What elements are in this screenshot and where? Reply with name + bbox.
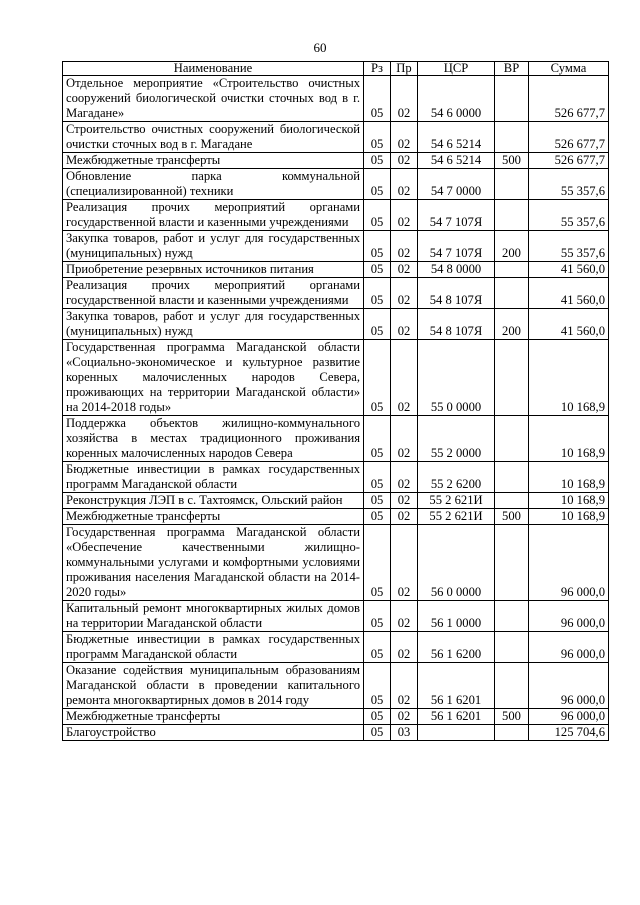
row-rz-cell: 05 [364,725,391,741]
row-sum-cell: 10 168,9 [529,416,609,462]
row-vr-cell [495,262,529,278]
row-vr-cell [495,462,529,493]
table-header-row [63,62,609,76]
row-sum-cell: 41 560,0 [529,262,609,278]
table-row [63,76,609,122]
row-sum-cell: 55 357,6 [529,169,609,200]
table-row [63,200,609,231]
row-sum-cell: 41 560,0 [529,309,609,340]
row-vr-cell: 200 [495,309,529,340]
row-sum-cell: 96 000,0 [529,663,609,709]
row-pr-cell: 02 [391,231,418,262]
row-rz-cell: 05 [364,462,391,493]
row-name-cell: Поддержка объектов жилищно-коммунального хозяйства в местах традиционного проживания коренных малочисленных народов Севера [63,416,364,462]
table-row [63,122,609,153]
row-rz-cell: 05 [364,122,391,153]
row-csr-cell: 54 6 0000 [418,76,495,122]
row-vr-cell [495,493,529,509]
row-csr-cell: 55 0 0000 [418,340,495,416]
header-name: Наименование [63,62,364,76]
row-csr-cell: 54 7 107Я [418,231,495,262]
row-sum-cell: 96 000,0 [529,709,609,725]
row-vr-cell: 500 [495,709,529,725]
row-vr-cell [495,169,529,200]
row-csr-cell: 54 7 0000 [418,169,495,200]
row-rz-cell: 05 [364,493,391,509]
row-pr-cell: 02 [391,169,418,200]
row-csr-cell: 56 1 6200 [418,632,495,663]
row-rz-cell: 05 [364,525,391,601]
table-row [63,231,609,262]
row-csr-cell: 56 1 6201 [418,709,495,725]
row-vr-cell [495,525,529,601]
row-name-cell: Межбюджетные трансферты [63,709,364,725]
row-csr-cell: 55 2 6200 [418,462,495,493]
row-pr-cell: 02 [391,278,418,309]
row-name-cell: Благоустройство [63,725,364,741]
row-sum-cell: 526 677,7 [529,76,609,122]
row-sum-cell: 55 357,6 [529,231,609,262]
row-pr-cell: 02 [391,262,418,278]
row-rz-cell: 05 [364,709,391,725]
row-pr-cell: 03 [391,725,418,741]
row-pr-cell: 02 [391,509,418,525]
row-name-cell: Бюджетные инвестиции в рамках государственных программ Магаданской области [63,462,364,493]
row-sum-cell: 10 168,9 [529,509,609,525]
table-row [63,493,609,509]
row-csr-cell: 56 1 6201 [418,663,495,709]
row-pr-cell: 02 [391,525,418,601]
row-sum-cell: 125 704,6 [529,725,609,741]
header-vr: ВР [495,62,529,76]
row-pr-cell: 02 [391,663,418,709]
row-vr-cell: 500 [495,509,529,525]
row-name-cell: Приобретение резервных источников питания [63,262,364,278]
row-sum-cell: 10 168,9 [529,462,609,493]
row-sum-cell: 96 000,0 [529,601,609,632]
row-sum-cell: 55 357,6 [529,200,609,231]
row-vr-cell: 200 [495,231,529,262]
row-name-cell: Реконструкция ЛЭП в с. Тахтоямск, Ольский район [63,493,364,509]
row-csr-cell: 55 2 621И [418,493,495,509]
row-rz-cell: 05 [364,309,391,340]
row-pr-cell: 02 [391,493,418,509]
row-rz-cell: 05 [364,169,391,200]
table-row [63,509,609,525]
row-pr-cell: 02 [391,340,418,416]
table-row [63,601,609,632]
row-name-cell: Реализация прочих мероприятий органами государственной власти и казенными учреждениями [63,200,364,231]
row-name-cell: Обновление парка коммунальной (специализированной) техники [63,169,364,200]
row-sum-cell: 10 168,9 [529,340,609,416]
row-name-cell: Отдельное мероприятие «Строительство очистных сооружений биологической очистки сточных вод в г. Магадане» [63,76,364,122]
table-row [63,462,609,493]
row-sum-cell: 526 677,7 [529,122,609,153]
page-number: 60 [313,40,327,55]
row-rz-cell: 05 [364,76,391,122]
row-name-cell: Бюджетные инвестиции в рамках государственных программ Магаданской области [63,632,364,663]
row-rz-cell: 05 [364,262,391,278]
table-row [63,340,609,416]
row-name-cell: Капитальный ремонт многоквартирных жилых домов на территории Магаданской области [63,601,364,632]
row-rz-cell: 05 [364,601,391,632]
row-name-cell: Закупка товаров, работ и услуг для государственных (муниципальных) нужд [63,309,364,340]
row-pr-cell: 02 [391,309,418,340]
row-vr-cell [495,278,529,309]
table-row [63,278,609,309]
row-sum-cell: 96 000,0 [529,525,609,601]
row-csr-cell: 54 8 0000 [418,262,495,278]
table-row [63,169,609,200]
row-rz-cell: 05 [364,509,391,525]
row-vr-cell [495,76,529,122]
row-name-cell: Межбюджетные трансферты [63,153,364,169]
row-name-cell: Реализация прочих мероприятий органами государственной власти и казенными учреждениями [63,278,364,309]
header-rz: Рз [364,62,391,76]
row-sum-cell: 10 168,9 [529,493,609,509]
row-rz-cell: 05 [364,416,391,462]
row-vr-cell [495,340,529,416]
row-rz-cell: 05 [364,278,391,309]
row-pr-cell: 02 [391,462,418,493]
row-vr-cell [495,632,529,663]
row-sum-cell: 96 000,0 [529,632,609,663]
row-csr-cell: 54 7 107Я [418,200,495,231]
header-sum: Сумма [529,62,609,76]
row-name-cell: Строительство очистных сооружений биологической очистки сточных вод в г. Магадане [63,122,364,153]
table-row [63,416,609,462]
table-row [63,709,609,725]
row-vr-cell [495,200,529,231]
row-vr-cell [495,725,529,741]
header-csr: ЦСР [418,62,495,76]
row-vr-cell [495,601,529,632]
row-csr-cell: 56 1 0000 [418,601,495,632]
table-row [63,725,609,741]
row-pr-cell: 02 [391,76,418,122]
row-name-cell: Закупка товаров, работ и услуг для государственных (муниципальных) нужд [63,231,364,262]
row-csr-cell: 56 0 0000 [418,525,495,601]
budget-table [62,61,609,741]
row-rz-cell: 05 [364,663,391,709]
row-csr-cell: 55 2 0000 [418,416,495,462]
row-name-cell: Оказание содействия муниципальным образованиям Магаданской области в проведении капитального ремонта многоквартирных домов в 2014 году [63,663,364,709]
row-pr-cell: 02 [391,632,418,663]
row-name-cell: Государственная программа Магаданской области «Социально-экономическое и культурное развитие коренных малочисленных народов Севера, проживающих на территории Магаданской области» на 2014-2018 годы» [63,340,364,416]
row-name-cell: Государственная программа Магаданской области «Обеспечение качественными жилищно-коммунальными услугами и комфортными условиями проживания населения Магаданской области на 2014-2020 годы» [63,525,364,601]
table-row [63,309,609,340]
row-csr-cell [418,725,495,741]
row-rz-cell: 05 [364,231,391,262]
row-csr-cell: 54 6 5214 [418,153,495,169]
table-row [63,663,609,709]
table-row [63,525,609,601]
row-pr-cell: 02 [391,122,418,153]
table-row [63,153,609,169]
row-vr-cell: 500 [495,153,529,169]
row-pr-cell: 02 [391,200,418,231]
row-pr-cell: 02 [391,153,418,169]
row-csr-cell: 54 8 107Я [418,278,495,309]
row-rz-cell: 05 [364,200,391,231]
row-vr-cell [495,663,529,709]
row-name-cell: Межбюджетные трансферты [63,509,364,525]
table-row [63,632,609,663]
row-vr-cell [495,122,529,153]
row-rz-cell: 05 [364,153,391,169]
row-sum-cell: 526 677,7 [529,153,609,169]
row-vr-cell [495,416,529,462]
row-pr-cell: 02 [391,709,418,725]
row-rz-cell: 05 [364,340,391,416]
row-pr-cell: 02 [391,416,418,462]
row-sum-cell: 41 560,0 [529,278,609,309]
row-csr-cell: 54 6 5214 [418,122,495,153]
row-pr-cell: 02 [391,601,418,632]
table-row [63,262,609,278]
header-pr: Пр [391,62,418,76]
row-csr-cell: 55 2 621И [418,509,495,525]
row-rz-cell: 05 [364,632,391,663]
row-csr-cell: 54 8 107Я [418,309,495,340]
